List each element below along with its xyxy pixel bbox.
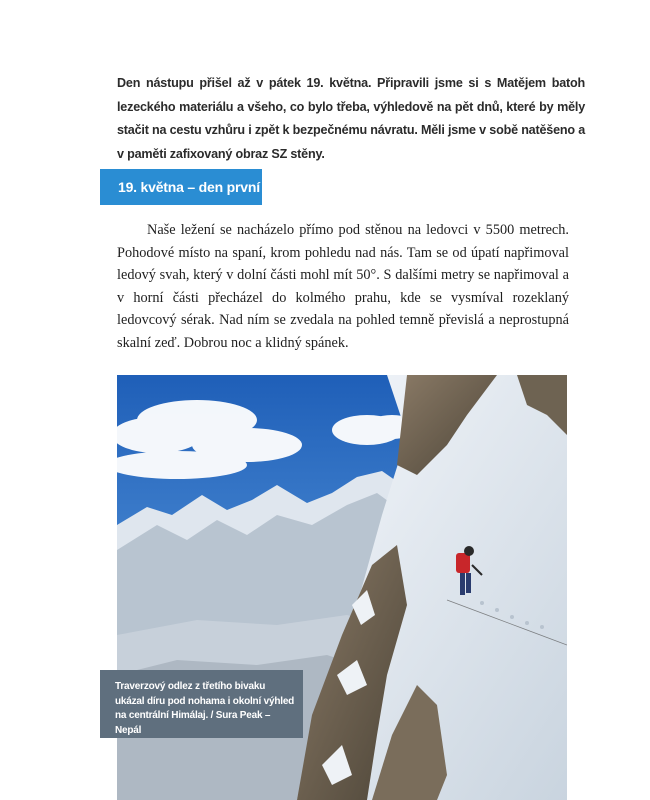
body-paragraph-text: Naše ležení se nacházelo přímo pod stěnou na ledovci v 5500 metrech. Pohodové místo na spaní, krom pohledu nad nás. Tam se od úpatí napřimoval ledový svah, který v dolní části mohl mít 50°. S dalšími metry se napřimoval a v horní části přecházel do kolmého prahu, kde se vysmíval rozeklaný ledovcový sérak. Nad ním se zvedala na pohled temně převislá a neprostupná skalní zeď. Dobrou noc a klidný spánek.: [117, 222, 569, 351]
photo-caption: Traverzový odlez z třetího bivaku ukázal díru pod nohama i okolní výhled na centrální Himálaj. / Sura Peak – Nepál: [100, 670, 303, 738]
section-heading: 19. května – den první: [100, 169, 262, 205]
body-paragraph: [117, 219, 569, 355]
intro-paragraph: Den nástupu přišel až v pátek 19. května. Připravili jsme si s Matějem batoh lezeckého materiálu a všeho, co bylo třeba, výhledově na pět dnů, které by měly stačit na cestu vzhůru i zpět k bezpečnému návratu. Měli jsme v sobě natěšeno a v paměti zafixovaný obraz SZ stěny.: [117, 76, 585, 161]
